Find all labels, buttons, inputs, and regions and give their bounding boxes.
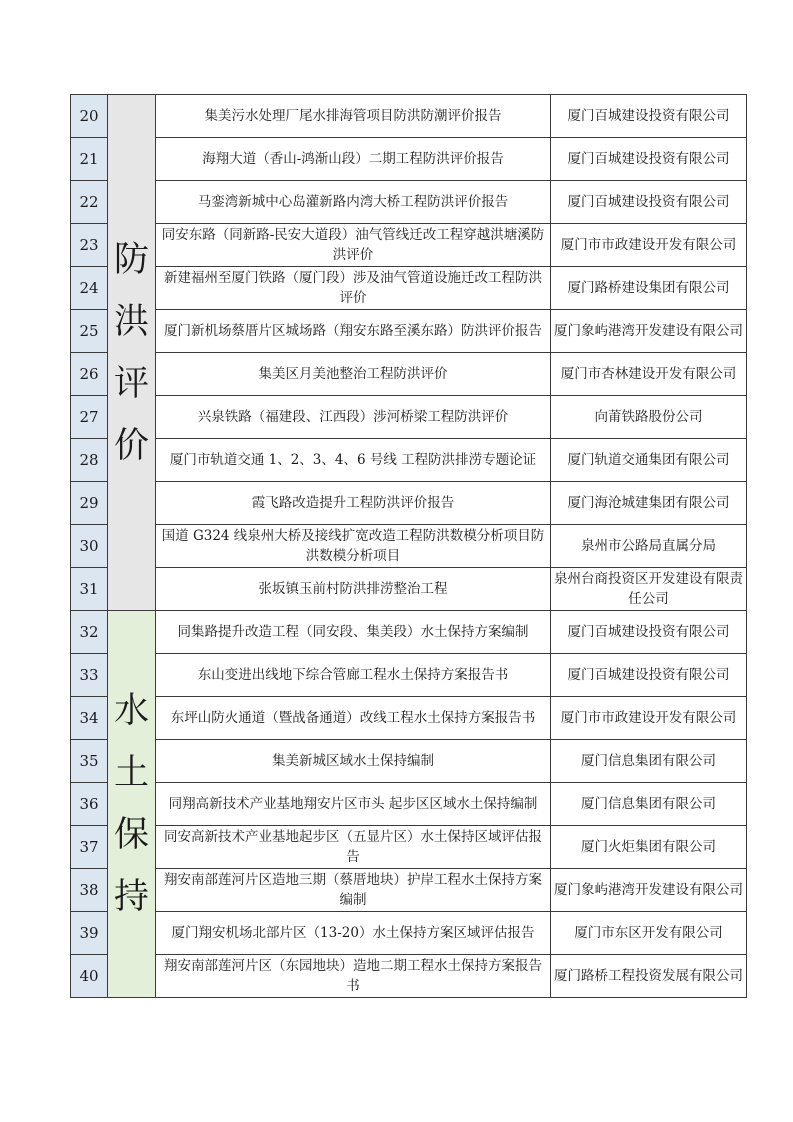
company-name: 厦门路桥建设集团有限公司 [551,267,747,310]
table-row [71,95,747,138]
project-name: 厦门市轨道交通 1、2、3、4、6 号线 工程防洪排涝专题论证 [156,439,551,482]
table-row [71,740,747,783]
company-name: 厦门市市政建设开发有限公司 [551,697,747,740]
row-number: 22 [71,181,108,224]
row-number: 33 [71,654,108,697]
row-number: 37 [71,826,108,869]
company-name: 厦门市杏林建设开发有限公司 [551,353,747,396]
company-name: 厦门信息集团有限公司 [551,783,747,826]
project-name: 厦门翔安机场北部片区（13-20）水土保持方案区域评估报告 [156,912,551,955]
category-char: 土 [113,753,149,793]
project-name: 厦门新机场蔡厝片区城场路（翔安东路至溪东路）防洪评价报告 [156,310,551,353]
row-number: 29 [71,482,108,525]
table-row [71,482,747,525]
table-row [71,611,747,654]
project-name: 同安东路（同新路-民安大道段）油气管线迁改工程穿越洪塘溪防洪评价 [156,224,551,267]
project-name: 新建福州至厦门铁路（厦门段）涉及油气管道设施迁改工程防洪评价 [156,267,551,310]
project-name: 东山变进出线地下综合管廊工程水土保持方案报告书 [156,654,551,697]
category-char: 水 [113,691,149,731]
row-number: 20 [71,95,108,138]
table-row [71,826,747,869]
company-name: 厦门象屿港湾开发建设有限公司 [551,310,747,353]
row-number: 25 [71,310,108,353]
project-name: 集美新城区域水土保持编制 [156,740,551,783]
row-number: 32 [71,611,108,654]
table-row [71,654,747,697]
company-name: 厦门百城建设投资有限公司 [551,611,747,654]
project-name: 同安高新技术产业基地起步区（五显片区）水土保持区域评估报告 [156,826,551,869]
table-row [71,912,747,955]
category-cell-flood [108,95,156,611]
table-row [71,568,747,611]
row-number: 28 [71,439,108,482]
row-number: 35 [71,740,108,783]
company-name: 厦门海沧城建集团有限公司 [551,482,747,525]
company-name: 泉州台商投资区开发建设有限责任公司 [551,568,747,611]
row-number: 36 [71,783,108,826]
company-name: 厦门路桥工程投资发展有限公司 [551,955,747,998]
row-number: 27 [71,396,108,439]
table-row [71,525,747,568]
project-name: 兴泉铁路（福建段、江西段）涉河桥梁工程防洪评价 [156,396,551,439]
project-name: 集美区月美池整治工程防洪评价 [156,353,551,396]
row-number: 40 [71,955,108,998]
company-name: 厦门百城建设投资有限公司 [551,95,747,138]
row-number: 26 [71,353,108,396]
table-row [71,783,747,826]
row-number: 24 [71,267,108,310]
table-row [71,181,747,224]
company-name: 厦门轨道交通集团有限公司 [551,439,747,482]
row-number: 21 [71,138,108,181]
row-number: 34 [71,697,108,740]
table-row [71,396,747,439]
company-name: 泉州市公路局直属分局 [551,525,747,568]
category-char: 洪 [113,301,149,342]
table-row [71,955,747,998]
project-name: 张坂镇玉前村防洪排涝整治工程 [156,568,551,611]
company-name: 厦门百城建设投资有限公司 [551,654,747,697]
category-cell-soil [108,611,156,998]
company-name: 厦门火炬集团有限公司 [551,826,747,869]
project-name: 集美污水处理厂尾水排海管项目防洪防潮评价报告 [156,95,551,138]
project-name: 翔安南部莲河片区造地三期（蔡厝地块）护岸工程水土保持方案编制 [156,869,551,912]
table-row [71,267,747,310]
company-name: 向莆铁路股份公司 [551,396,747,439]
category-char: 价 [113,425,149,466]
row-number: 31 [71,568,108,611]
table-row [71,138,747,181]
category-char: 保 [113,815,149,855]
company-name: 厦门百城建设投资有限公司 [551,181,747,224]
row-number: 23 [71,224,108,267]
category-char: 防 [113,239,149,280]
table-row [71,353,747,396]
category-char: 持 [113,877,149,917]
table-body [71,95,747,998]
project-name: 同翔高新技术产业基地翔安片区市头 起步区区域水土保持编制 [156,783,551,826]
project-name: 东坪山防火通道（暨战备通道）改线工程水土保持方案报告书 [156,697,551,740]
table-row [71,439,747,482]
company-name: 厦门市市政建设开发有限公司 [551,224,747,267]
project-name: 霞飞路改造提升工程防洪评价报告 [156,482,551,525]
table-row [71,224,747,267]
company-name: 厦门信息集团有限公司 [551,740,747,783]
company-name: 厦门市东区开发有限公司 [551,912,747,955]
table-row [71,869,747,912]
table-row [71,697,747,740]
project-name: 马銮湾新城中心岛灌新路内湾大桥工程防洪评价报告 [156,181,551,224]
category-char: 评 [113,363,149,404]
project-name: 海翔大道（香山-鸿渐山段）二期工程防洪评价报告 [156,138,551,181]
project-name: 国道 G324 线泉州大桥及接线扩宽改造工程防洪数模分析项目防洪数模分析项目 [156,525,551,568]
row-number: 39 [71,912,108,955]
row-number: 38 [71,869,108,912]
company-name: 厦门百城建设投资有限公司 [551,138,747,181]
row-number: 30 [71,525,108,568]
company-name: 厦门象屿港湾开发建设有限公司 [551,869,747,912]
project-table [70,94,747,998]
project-name: 同集路提升改造工程（同安段、集美段）水土保持方案编制 [156,611,551,654]
project-name: 翔安南部莲河片区（东园地块）造地二期工程水土保持方案报告书 [156,955,551,998]
table-row [71,310,747,353]
